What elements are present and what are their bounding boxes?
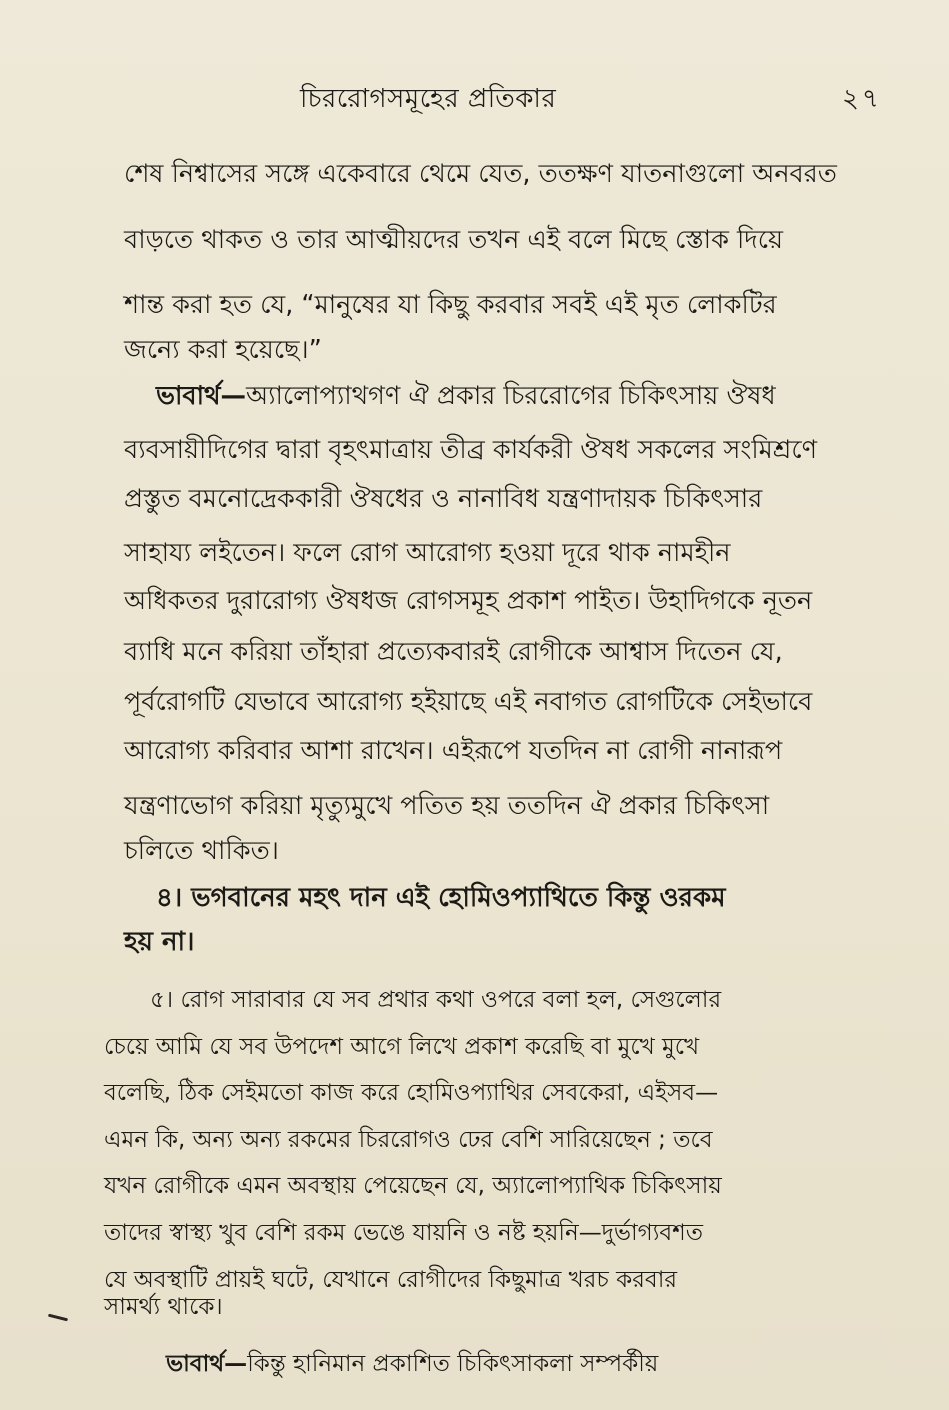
text-line: প্রস্তুত বমনোদ্রেককারী ঔষধের ও নানাবিধ যন্ত্রণাদায়ক চিকিৎসার bbox=[124, 484, 763, 514]
text-line: ব্যবসায়ীদিগের দ্বারা বৃহৎমাত্রায় তীব্র কার্যকরী ঔষধ সকলের সংমিশ্রণে bbox=[124, 435, 818, 465]
text-line: যন্ত্রণাভোগ করিয়া মৃত্যুমুখে পতিত হয় ততদিন ঐ প্রকার চিকিৎসা bbox=[124, 791, 770, 821]
text-line: বাড়তে থাকত ও তার আত্মীয়দের তখন এই বলে মিছে স্তোক দিয়ে bbox=[124, 225, 783, 255]
running-head bbox=[0, 72, 949, 112]
text-line: এমন কি, অন্য অন্য রকমের চিররোগও ঢের বেশি সারিয়েছেন ; তবে bbox=[104, 1127, 713, 1153]
page-number: ২৭ bbox=[842, 84, 882, 114]
text-line bbox=[166, 1348, 658, 1380]
text-line: জন্যে করা হয়েছে।” bbox=[124, 335, 322, 365]
text-line: ৪। ভগবানের মহৎ দান এই হোমিওপ্যাথিতে কিন্তু ওরকম bbox=[156, 883, 726, 913]
page-title: চিররোগসমূহের প্রতিকার bbox=[300, 84, 557, 114]
text-line: চলিতে থাকিত। bbox=[124, 836, 279, 866]
text-line: যখন রোগীকে এমন অবস্থায় পেয়েছেন যে, অ্যালোপ্যাথিক চিকিৎসায় bbox=[104, 1173, 722, 1199]
margin-mark bbox=[48, 1314, 68, 1322]
text-line bbox=[156, 380, 776, 412]
text-line: হয় না। bbox=[124, 927, 195, 957]
text-line: অধিকতর দুরারোগ্য ঔষধজ রোগসমূহ প্রকাশ পাইত। উহাদিগকে নূতন bbox=[124, 586, 813, 616]
text-line: সাহায্য লইতেন। ফলে রোগ আরোগ্য হওয়া দূরে থাক নামহীন bbox=[124, 538, 731, 568]
bhabartha-label: ভাবার্থ— bbox=[166, 1351, 248, 1377]
text-line: শেষ নিশ্বাসের সঙ্গে একেবারে থেমে যেত, ততক্ষণ যাতনাগুলো অনবরত bbox=[124, 159, 837, 189]
text-segment: কিন্তু হানিমান প্রকাশিত চিকিৎসাকলা সম্পর্কীয় bbox=[247, 1351, 659, 1377]
text-line: সামর্থ্য থাকে। bbox=[104, 1294, 223, 1320]
text-line: শান্ত করা হত যে, “মানুষের যা কিছু করবার সবই এই মৃত লোকটির bbox=[124, 290, 777, 320]
text-line: ৫। রোগ সারাবার যে সব প্রথার কথা ওপরে বলা হল, সেগুলোর bbox=[150, 987, 722, 1013]
text-line: বলেছি, ঠিক সেইমতো কাজ করে হোমিওপ্যাথির সেবকেরা, এইসব— bbox=[104, 1080, 719, 1106]
text-line: যে অবস্থাটি প্রায়ই ঘটে, যেখানে রোগীদের কিছুমাত্র খরচ করবার bbox=[104, 1267, 678, 1293]
text-line: চেয়ে আমি যে সব উপদেশ আগে লিখে প্রকাশ করেছি বা মুখে মুখে bbox=[104, 1034, 700, 1060]
text-line: আরোগ্য করিবার আশা রাখেন। এইরূপে যতদিন না রোগী নানারূপ bbox=[124, 736, 783, 766]
text-segment: অ্যালোপ্যাথগণ ঐ প্রকার চিররোগের চিকিৎসায় ঔষধ bbox=[246, 381, 776, 411]
text-line: তাদের স্বাস্থ্য খুব বেশি রকম ভেঙে যায়নি ও নষ্ট হয়নি—দুর্ভাগ্যবশত bbox=[104, 1220, 704, 1246]
bhabartha-label: ভাবার্থ— bbox=[156, 381, 246, 411]
text-line: পূর্বরোগটি যেভাবে আরোগ্য হইয়াছে এই নবাগত রোগটিকে সেইভাবে bbox=[124, 687, 813, 717]
text-line: ব্যাধি মনে করিয়া তাঁহারা প্রত্যেকবারই রোগীকে আশ্বাস দিতেন যে, bbox=[124, 637, 783, 667]
